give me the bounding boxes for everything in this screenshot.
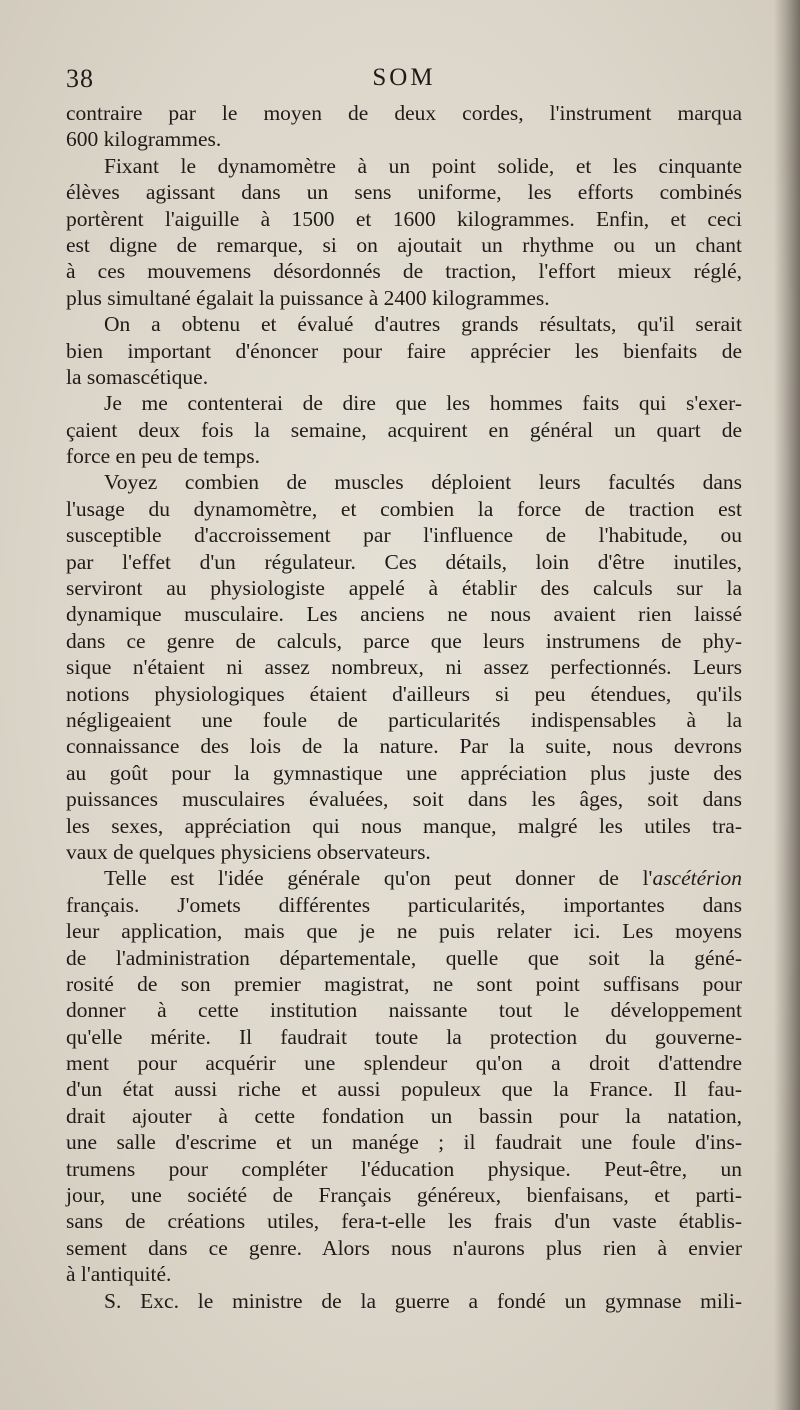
- paragraph-first-line: [66, 865, 742, 891]
- text-line: çaient deux fois la semaine, acquirent en général un quart de: [66, 417, 742, 442]
- text-line: la somascétique.: [66, 364, 209, 389]
- text-line: négligeaient une foule de particularités indispensables à la: [66, 707, 742, 732]
- text-line: susceptible d'accroissement par l'influence de l'habitude, ou: [66, 523, 742, 548]
- paragraph-first-line: Fixant le dynamomètre à un point solide, et les cinquante: [104, 153, 742, 178]
- text-line: bien important d'énoncer pour faire apprécier les bienfaits de: [66, 338, 742, 363]
- paragraph-first-line: Je me contenterai de dire que les hommes faits qui s'exer-: [104, 391, 742, 416]
- text-line: dans ce genre de calculs, parce que leurs instrumens de phy-: [66, 628, 742, 653]
- text-line: français. J'omets différentes particularités, importantes dans: [66, 892, 742, 917]
- text-line: connaissance des lois de la nature. Par la suite, nous devrons: [66, 734, 742, 759]
- text-line: vaux de quelques physiciens observateurs.: [66, 839, 431, 864]
- text-line: ment pour acquérir une splendeur qu'on a droit d'attendre: [66, 1051, 742, 1076]
- text-line: à l'antiquité.: [66, 1262, 172, 1287]
- text-line: à ces mouvemens désordonnés de traction, l'effort mieux réglé,: [66, 259, 742, 284]
- paragraph-first-line: On a obtenu et évalué d'autres grands résultats, qu'il serait: [104, 312, 742, 337]
- text-line: de l'administration départementale, quelle que soit la géné-: [66, 945, 742, 970]
- text-line: élèves agissant dans un sens uniforme, les efforts combinés: [66, 180, 742, 205]
- text-line: trumens pour compléter l'éducation physique. Peut-être, un: [66, 1156, 742, 1181]
- running-head: SOM: [372, 64, 436, 91]
- paragraph-first-line: S. Exc. le ministre de la guerre a fondé un gymnase mili-: [104, 1288, 742, 1313]
- text-line: leur application, mais que je ne puis relater ici. Les moyens: [66, 919, 742, 944]
- text-line: drait ajouter à cette fondation un bassin pour la natation,: [66, 1103, 742, 1128]
- text-line: d'un état aussi riche et aussi populeux que la France. Il fau-: [66, 1077, 742, 1102]
- text-line: puissances musculaires évaluées, soit dans les âges, soit dans: [66, 787, 742, 812]
- page-header: [66, 64, 742, 98]
- text-line: par l'effet d'un régulateur. Ces détails, loin d'être inutiles,: [66, 549, 742, 574]
- text-line: une salle d'escrime et un manége ; il faudrait une foule d'ins-: [66, 1130, 742, 1155]
- text-line: jour, une société de Français généreux, bienfaisans, et parti-: [66, 1183, 742, 1208]
- text-line: dynamique musculaire. Les anciens ne nous avaient rien laissé: [66, 602, 742, 627]
- text-line: sement dans ce genre. Alors nous n'aurons plus rien à envier: [66, 1235, 742, 1260]
- text-line: plus simultané égalait la puissance à 2400 kilogrammes.: [66, 285, 550, 310]
- text-line: 600 kilogrammes.: [66, 127, 222, 152]
- italic-term: ascétérion: [652, 866, 742, 891]
- text-line: rosité de son premier magistrat, ne sont point suffisans pour: [66, 971, 742, 996]
- text-line: sans de créations utiles, fera-t-elle les frais d'un vaste établis-: [66, 1209, 742, 1234]
- body-text: [66, 100, 742, 1314]
- paragraph-first-line: Voyez combien de muscles déploient leurs facultés dans: [104, 470, 742, 495]
- text-line: force en peu de temps.: [66, 444, 261, 469]
- text-line: serviront au physiologiste appelé à établir des calculs sur la: [66, 576, 742, 601]
- text-line: contraire par le moyen de deux cordes, l'instrument marqua: [66, 101, 742, 125]
- text-line: portèrent l'aiguille à 1500 et 1600 kilogrammes. Enfin, et ceci: [66, 206, 742, 231]
- text-line: l'usage du dynamomètre, et combien la force de traction est: [66, 496, 742, 521]
- text-line: au goût pour la gymnastique une appréciation plus juste des: [66, 760, 742, 785]
- text-line: sique n'étaient ni assez nombreux, ni assez perfectionnés. Leurs: [66, 655, 742, 680]
- text-line: les sexes, appréciation qui nous manque, malgré les utiles tra-: [66, 813, 742, 838]
- page-number: 38: [66, 64, 94, 93]
- text-line: qu'elle mérite. Il faudrait toute la protection du gouverne-: [66, 1024, 742, 1049]
- text-line: notions physiologiques étaient d'ailleurs si peu étendues, qu'ils: [66, 681, 742, 706]
- page-edge-shadow: [774, 0, 800, 1410]
- text-line: est digne de remarque, si on ajoutait un rhythme ou un chant: [66, 232, 742, 257]
- text-segment: Telle est l'idée générale qu'on peut donner de l': [104, 866, 653, 891]
- text-line: donner à cette institution naissante tout le développement: [66, 998, 742, 1023]
